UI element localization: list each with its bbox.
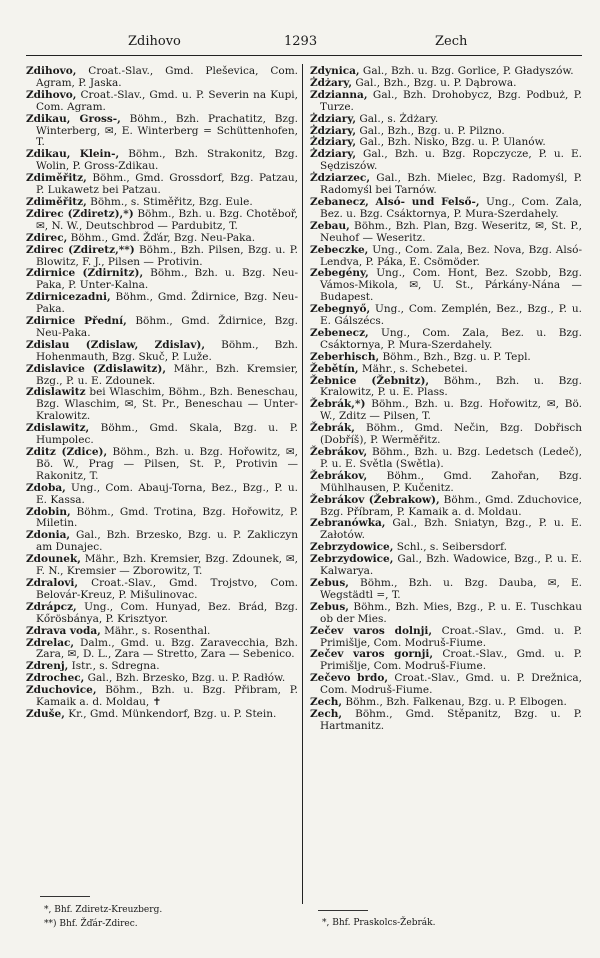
entry-headword: Zdounek, (26, 553, 81, 566)
entry-text: Böhm., Gmd. Grossdorf, Bzg. Patzau, P. Lukawetz bei Patzau. (36, 172, 298, 197)
gazetteer-entry (310, 423, 582, 447)
entry-text: Böhm., Bzh. Falkenau, Bzg. u. P. Elbogen. (342, 696, 567, 709)
entry-headword: Zebrzydowice, (310, 553, 394, 566)
entry-text: Croat.-Slav., Gmd. Trojstvo, Com. Belovár-Kreuz, P. Mišulinovac. (36, 576, 298, 601)
header-rule (26, 55, 582, 56)
footnote-rule-left (40, 896, 90, 897)
gazetteer-entry (310, 649, 582, 673)
entry-text: Böhm., Bzh. u. Bzg. Dauba, ✉, E. Wegstädtl =, T. (320, 576, 582, 601)
entry-text: Böhm., Bzh. Prachatitz, Bzg. Winterberg, ✉, E. Winterberg = Schüttenhofen, T. (36, 112, 299, 149)
entry-text: Gal., Bzh. Brzesko, Bzg. u. P. Radłów. (84, 672, 286, 685)
entry-headword: Zdynica, (310, 65, 360, 77)
gazetteer-entry (26, 483, 298, 507)
entry-headword: Zdikau, Klein-, (26, 148, 120, 161)
gazetteer-entry (26, 268, 298, 292)
gazetteer-entry (310, 376, 582, 400)
gazetteer-entry (26, 423, 298, 447)
entry-headword: Żdżary, (310, 76, 353, 89)
entry-headword: Zebenecz, (310, 326, 369, 339)
entry-text: Böhm., Bzh. u. Bzg. Kralowitz, P. u. E. Plass. (320, 374, 582, 399)
entry-text: Böhm., Bzh. u. Bzg. Hořowitz, ✉, Bö. W., Prag — Pilsen, St. P., Protivin — Rakonitz, T. (36, 446, 299, 482)
entry-headword: Zebus, (310, 600, 349, 613)
gazetteer-entry (310, 602, 582, 626)
entry-text: Böhm., Bzh. Pilsen, Bzg. u. P. Blowitz, F. J., Pilsen — Protivin. (36, 243, 298, 268)
entry-text: Böhm., Gmd. Ždirnice, Bzg. Neu-Paka. (36, 291, 298, 316)
entry-headword: Žebrákov, (310, 446, 368, 458)
entry-headword: Zduše, (26, 707, 65, 720)
entry-text: Dalm., Gmd. u. Bzg. Zaravecchia, Bzh. Zara, ✉, D. L., Zara — Stretto, Zara — Sebenico. (36, 636, 298, 661)
entry-headword: Zdonia, (26, 529, 71, 542)
entry-headword: Zebus, (310, 576, 349, 589)
entry-text: Ung., Com. Zemplén, Bez., Bzg., P. u. E. Gálszécs. (320, 303, 582, 328)
footnote-rule-right (318, 910, 368, 911)
entry-headword: Žebrák,*) (310, 398, 366, 411)
footnote-left-1: *, Bhf. Zdiretz-Kreuzberg. (44, 905, 163, 915)
entry-text: Böhm., Bzh. Strakonitz, Bzg. Wolin, P. Gross-Zdikau. (36, 148, 298, 173)
entry-text: Böhm., Gmd. Nečin, Bzg. Dobřisch (Dobříš), P. Werměřitz. (320, 422, 582, 447)
entry-headword: Zečev varos dolnji, (310, 624, 433, 637)
gazetteer-entry (310, 554, 582, 578)
gazetteer-entry (26, 447, 298, 483)
gazetteer-entry (26, 292, 298, 316)
gazetteer-entry (310, 447, 582, 471)
gazetteer-entry (26, 554, 298, 578)
entry-text: Böhm., Bzh., Bzg. u. P. Tepl. (379, 350, 531, 363)
entry-headword: Zečev varos gornji, (310, 648, 434, 661)
gazetteer-entry (310, 90, 582, 114)
entry-text: Gal., Bzh. Wadowice, Bzg., P. u. E. Kalwarya. (320, 553, 582, 578)
gazetteer-entry (310, 221, 582, 245)
gazetteer-entry (26, 507, 298, 531)
entry-text: Gal., Bzh. u. Bzg. Ropczycze, P. u. E. Sędziszów. (320, 148, 582, 173)
entry-headword: Zduchovice, (26, 684, 97, 697)
entry-headword: Zebanecz, Alsó- und Felső-, (310, 195, 480, 208)
entry-text: Böhm., Bzh. u. Bzg. Přibram, P. Kamaik a. d. Moldau, ✝ (36, 684, 298, 709)
footnote-left-2: **) Bhf. Žďár-Zdirec. (44, 919, 138, 929)
entry-text: Böhm., Gmd. Trotina, Bzg. Hořowitz, P. Miletin. (36, 505, 298, 530)
entry-text: Mähr., s. Rosenthal. (100, 624, 211, 637)
entry-headword: Zebegnyő, (310, 303, 371, 316)
entry-text: Schl., s. Seibersdorf. (393, 541, 508, 554)
entry-headword: Zech, (310, 696, 343, 709)
gazetteer-entry (26, 578, 298, 602)
left-column (26, 66, 298, 721)
entry-headword: Zdobin, (26, 505, 71, 518)
entry-text: Gal., Bzh. Mielec, Bzg. Radomyśl, P. Radomyśl bei Tarnów. (320, 172, 582, 197)
entry-headword: Zdislau (Zdislaw, Zdislav), (26, 338, 206, 351)
entry-text: Böhm., Bzh. Plan, Bzg. Weseritz, ✉, St. P., Neuhof — Weseritz. (320, 219, 582, 244)
entry-text: Böhm., Gmd. Ždirnice, Bzg. Neu-Paka. (36, 315, 298, 339)
entry-headword: Zdikau, Gross-, (26, 112, 121, 125)
entry-headword: Zdislawitz (26, 386, 86, 399)
entry-text: Gal., Bzh. u. Bzg. Gorlice, P. Gładyszów. (359, 65, 574, 77)
gazetteer-entry (310, 268, 582, 304)
entry-text: Böhm., Bzh. u. Bzg. Ledetsch (Ledeč), P. u. E. Světla (Swětla). (320, 446, 582, 470)
entry-text: Ung., Com. Zala, Bez. u. Bzg. Csáktornya, P. Mura-Szerdahely. (320, 326, 582, 351)
entry-text: Böhm., Gmd. Skala, Bzg. u. P. Humpolec. (36, 422, 298, 447)
entry-text: Böhm., Gmd. Zduchovice, Bzg. Příbram, P. Kamaik a. d. Moldau. (320, 493, 582, 518)
entry-text: Ung., Com. Hunyad, Bez. Brád, Bzg. Kőrösbánya, P. Krisztyor. (36, 600, 298, 625)
entry-text: Kr., Gmd. Münkendorf, Bzg. u. P. Stein. (64, 707, 277, 720)
entry-headword: Žebrák, (310, 422, 355, 435)
entry-text: Ung., Com. Zala, Bez. Nova, Bzg. Alsó-Lendva, P. Páka, E. Csömöder. (320, 243, 582, 268)
entry-headword: Żdziary, (310, 148, 357, 161)
gazetteer-entry (310, 173, 582, 197)
entry-text: Croat.-Slav., Gmd. Pleševica, Com. Agram, P. Jaska. (36, 65, 298, 89)
gazetteer-entry (310, 328, 582, 352)
entry-headword: Zdrelac, (26, 636, 75, 649)
column-divider (302, 64, 303, 904)
entry-text: Böhm., s. Stiměřitz, Bzg. Eule. (86, 195, 253, 208)
entry-headword: Zech, (310, 707, 343, 720)
entry-headword: Žebrákov, (310, 469, 368, 482)
entry-text: Croat.-Slav., Gmd. u. P. Primišlje, Com. Modruš-Fiume. (320, 624, 582, 649)
entry-headword: Żdziary, (310, 124, 357, 137)
entry-headword: Zebranówka, (310, 517, 386, 530)
entry-headword: Żdziarzec, (310, 172, 370, 185)
entry-headword: Zdihovo, (26, 65, 77, 77)
gazetteer-entry (310, 245, 582, 269)
entry-headword: Żdziary, (310, 136, 357, 149)
gazetteer-entry (310, 399, 582, 423)
entry-headword: Zdiměřitz, (26, 172, 87, 185)
entry-text: Ung., Com. Hont, Bez. Szobb, Bzg. Vámos-Mikola, ✉, U. St., Párkány-Nána — Budapest. (320, 267, 582, 304)
entry-text: Böhm., Gmd. Stěpanitz, Bzg. u. P. Hartmanitz. (320, 707, 582, 732)
gazetteer-entry (26, 530, 298, 554)
entry-headword: Žebnice (Žebnitz), (310, 374, 430, 387)
gazetteer-entry (26, 340, 298, 364)
gazetteer-entry (26, 173, 298, 197)
gazetteer-entry (310, 149, 582, 173)
page-number: 1293 (284, 34, 318, 49)
gazetteer-entry (310, 471, 582, 495)
entry-headword: Zdralovi, (26, 576, 79, 589)
entry-headword: Zdihovo, (26, 88, 77, 101)
header-right: Zech (435, 34, 468, 49)
footnote-right-1: *, Bhf. Praskolcs-Žebrák. (322, 918, 436, 928)
entry-headword: Zdislawitz, (26, 422, 90, 435)
gazetteer-entry (26, 245, 298, 269)
gazetteer-entry (26, 387, 298, 423)
entry-headword: Zdirnice (Zdirnitz), (26, 267, 144, 280)
entry-headword: Zdrenj, (26, 660, 69, 673)
entry-text: Gal., Bzh. Sniatyn, Bzg., P. u. E. Załotów. (320, 517, 582, 542)
gazetteer-entry (310, 673, 582, 697)
entry-text: Mähr., Bzh. Kremsier, Bzg., P. u. E. Zdounek. (36, 362, 299, 387)
gazetteer-entry (26, 149, 298, 173)
entry-text: Croat.-Slav., Gmd. u. P. Severin na Kupi, Com. Agram. (36, 88, 298, 113)
entry-text: Gal., Bzh. Drohobycz, Bzg. Podbuż, P. Turze. (320, 88, 582, 113)
entry-headword: Zdirnicezadni, (26, 291, 111, 304)
entry-headword: Zdoba, (26, 481, 66, 494)
entry-headword: Zdirnice Přední, (26, 315, 127, 328)
gazetteer-entry (26, 685, 298, 709)
right-column (310, 66, 582, 733)
entry-text: bei Wlaschim, Böhm., Bzh. Beneschau, Bzg. Wlaschim, ✉, St. Pr., Beneschau — Unter-Kralowitz. (36, 386, 298, 423)
entry-headword: Zebeczke, (310, 243, 369, 256)
entry-text: Böhm., Bzh. Hohenmauth, Bzg. Skuč, P. Luže. (36, 338, 298, 363)
entry-headword: Zebrzydowice, (310, 541, 394, 554)
entry-headword: Zdislavice (Zdislawitz), (26, 362, 167, 375)
entry-headword: Zdirec, (26, 231, 68, 244)
gazetteer-entry (310, 495, 582, 519)
gazetteer-entry (26, 209, 298, 233)
entry-headword: Zdiměřitz, (26, 195, 87, 208)
gazetteer-entry (26, 602, 298, 626)
entry-text: Ung., Com. Abauj-Torna, Bez., Bzg., P. u. E. Kassa. (36, 481, 298, 506)
entry-headword: Žebrákov (Žebrakow), (310, 493, 440, 506)
entry-text: Istr., s. Sdregna. (68, 660, 160, 673)
gazetteer-entry (310, 578, 582, 602)
entry-text: Croat.-Slav., Gmd. u. P. Primišlje, Com. Modruš-Fiume. (320, 648, 582, 673)
gazetteer-entry (310, 626, 582, 650)
gazetteer-entry (310, 304, 582, 328)
entry-headword: Zdrápcz, (26, 600, 77, 613)
gazetteer-entry (26, 316, 298, 340)
gazetteer-entry (26, 364, 298, 388)
entry-text: Mähr., s. Schebetei. (358, 362, 468, 375)
entry-text: Gal., s. Żdżary. (356, 112, 439, 125)
entry-headword: Zečevo brdo, (310, 672, 389, 685)
entry-text: Ung., Com. Zala, Bez. u. Bzg. Csáktornya, P. Mura-Szerdahely. (320, 195, 582, 220)
entry-headword: Zeberhisch, (310, 350, 380, 363)
entry-text: Mähr., Bzh. Kremsier, Bzg. Zdounek, ✉, F. N., Kremsier — Zborowitz, T. (36, 553, 298, 578)
entry-text: Böhm., Bzh. u. Bzg. Hořowitz, ✉, Bö. W., Zditz — Pilsen, T. (320, 398, 582, 423)
entry-headword: Zdrochec, (26, 672, 85, 685)
entry-text: Gal., Bzh., Bzg. u. P. Pilzno. (356, 124, 505, 137)
entry-headword: Zebegény, (310, 267, 369, 280)
entry-headword: Zebau, (310, 219, 350, 232)
entry-headword: Zditz (Zdice), (26, 446, 108, 458)
entry-text: Böhm., Gmd. Zahořan, Bzg. Mühlhausen, P. Kučenitz. (320, 469, 582, 494)
gazetteer-entry (26, 638, 298, 662)
gazetteer-entry (310, 709, 582, 733)
entry-text: Gal., Bzh., Bzg. u. P. Dąbrowa. (352, 76, 517, 89)
entry-text: Böhm., Gmd. Žďár, Bzg. Neu-Paka. (67, 231, 256, 244)
header-left: Zdihovo (128, 34, 181, 49)
entry-headword: Żdziary, (310, 112, 357, 125)
entry-text: Gal., Bzh. Nisko, Bzg. u. P. Ulanów. (356, 136, 546, 149)
entry-text: Gal., Bzh. Brzesko, Bzg. u. P. Zakliczyn am Dunajec. (36, 529, 298, 554)
entry-text: Böhm., Bzh. u. Bzg. Chotěboř, ✉, N. W., Deutschbrod — Pardubitz, T. (36, 207, 298, 232)
entry-text: Böhm., Bzh. u. Bzg. Neu-Paka, P. Unter-Kalna. (36, 267, 299, 292)
gazetteer-entry (26, 709, 298, 721)
entry-headword: Zdirec (Zdiretz,**) (26, 243, 135, 256)
gazetteer-entry (26, 114, 298, 150)
gazetteer-entry (26, 90, 298, 114)
entry-headword: Zdirec (Zdiretz),*) (26, 207, 134, 220)
gazetteer-entry (310, 197, 582, 221)
gazetteer-entry (310, 518, 582, 542)
entry-headword: Zdzianna, (310, 88, 368, 101)
running-header (0, 34, 600, 54)
entry-text: Böhm., Bzh. Mies, Bzg., P. u. E. Tuschkau ob der Mies. (320, 600, 582, 625)
entry-headword: Zdrava voda, (26, 624, 101, 637)
entry-text: Croat.-Slav., Gmd. u. P. Drežnica, Com. Modruš-Fiume. (320, 672, 582, 697)
entry-headword: Žebětín, (310, 362, 359, 375)
gazetteer-entry (26, 66, 298, 90)
